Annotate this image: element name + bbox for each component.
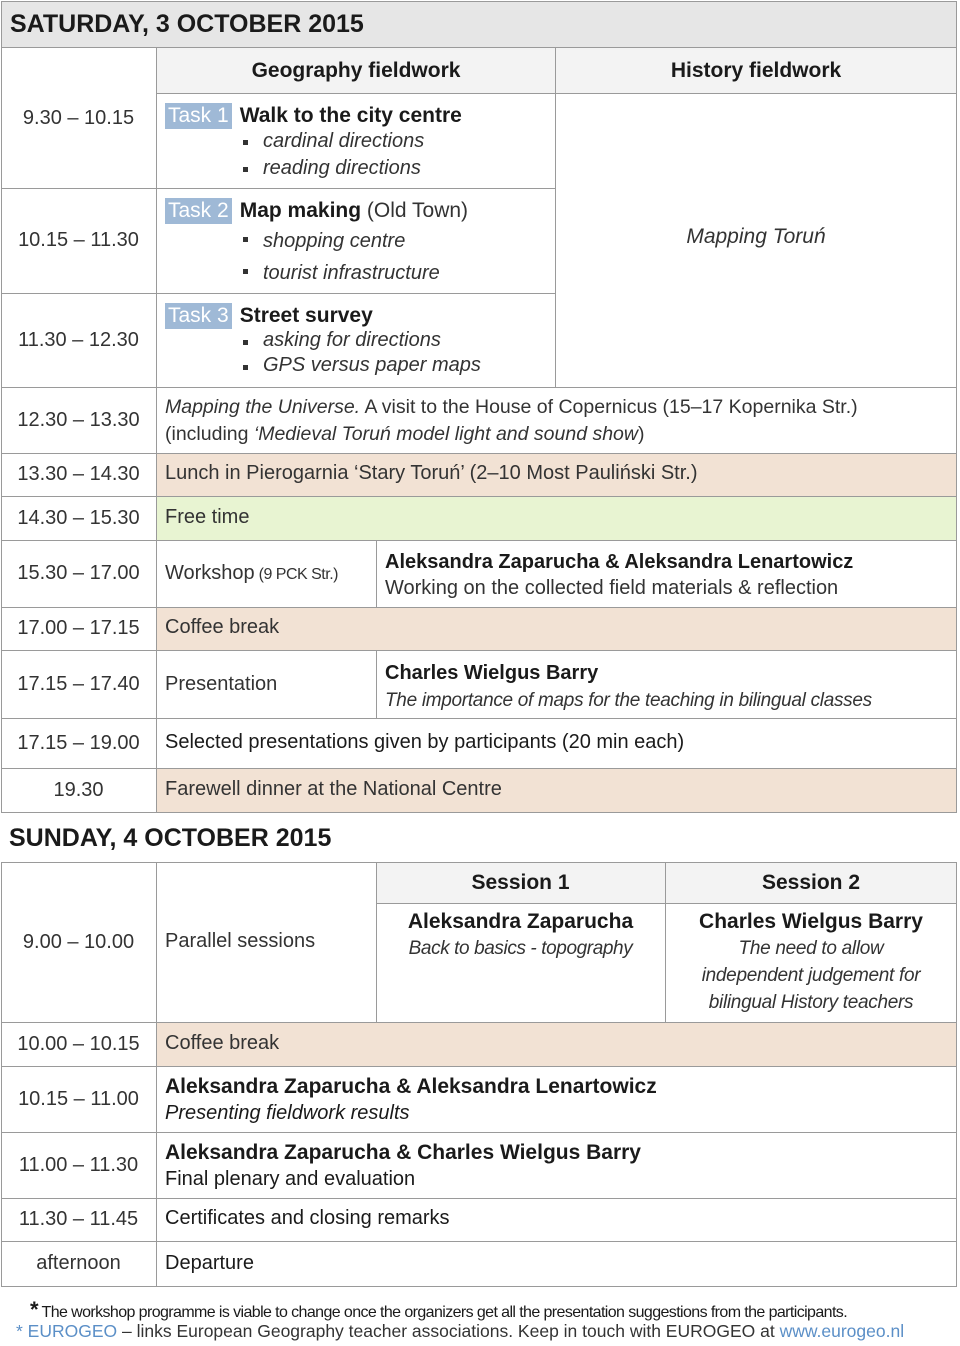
eurogeo-link[interactable]: www.eurogeo.nl [779,1321,905,1341]
session1-speaker: Aleksandra Zaparucha [407,910,634,933]
lunch-time: 13.30 – 14.30 [17,463,140,485]
task3-block [165,303,555,378]
plenary-speakers: Aleksandra Zaparucha & Charles Wielgus Barry [165,1141,641,1164]
certificates-text: Certificates and closing remarks [165,1207,450,1229]
workshop-time: 15.30 – 17.00 [17,562,140,584]
plenary-desc: Final plenary and evaluation [165,1168,416,1190]
universe-show: ‘Medieval Toruń model light and sound show [253,423,638,445]
history-fieldwork-header: History fieldwork [670,58,842,82]
workshop-place: (9 PCK Str.) [254,566,338,583]
task3-time: 11.30 – 12.30 [18,328,139,351]
eurogeo-text: – links European Geography teacher associations. Keep in touch with EUROGEO at [117,1321,780,1341]
presentation-label: Presentation [165,673,278,695]
results-speakers: Aleksandra Zaparucha & Aleksandra Lenartowicz [165,1075,657,1098]
sunday-title: SUNDAY, 4 OCTOBER 2015 [9,824,332,852]
session2-topic-line: The need to allow [738,938,884,959]
task2-bullet: tourist infrastructure [263,257,555,289]
eurogeo-label: * EUROGEO [16,1321,118,1341]
universe-title: Mapping the Universe. [165,396,361,418]
free-time-text: Free time [165,506,250,528]
task3-tag: Task 3 [165,303,232,329]
presentation-time: 17.15 – 17.40 [17,672,140,695]
free-time-time: 14.30 – 15.30 [17,506,140,529]
workshop-desc: Working on the collected field materials & reflection [385,577,839,599]
workshop-label: Workshop [165,562,255,584]
task3-title: Street survey [239,304,373,327]
saturday-title: SATURDAY, 3 OCTOBER 2015 [10,10,364,38]
departure-time: afternoon [36,1252,121,1274]
universe-including: (including [165,423,254,445]
workshop-details [385,549,955,601]
certificates-time: 11.30 – 11.45 [18,1208,139,1230]
task2-time: 10.15 – 11.30 [18,229,139,251]
plenary-details [165,1139,641,1193]
footer-note-text: The workshop programme is viable to change once the organizers get all the presentation suggestions from the participants. [37,1304,848,1321]
history-mapping-torun: Mapping Toruń [686,225,826,248]
selected-time: 17.15 – 19.00 [17,731,140,754]
task1-title: Walk to the city centre [239,104,462,127]
dinner-time: 19.30 [53,778,104,801]
parallel-label: Parallel sessions [165,930,316,952]
footer-note [30,1297,950,1323]
task3-bullet: asking for directions [263,328,555,353]
task1-bullet: cardinal directions [263,128,555,155]
session1-header: Session 1 [471,870,570,894]
presentation-desc: The importance of maps for the teaching in bilingual classes [385,690,872,711]
session2-header: Session 2 [761,870,861,894]
session1-details [376,908,665,962]
plenary-time: 11.00 – 11.30 [18,1153,139,1176]
task1-block [165,103,555,182]
universe-visit: A visit to the House of Copernicus (15–17 Kopernika Str.) [360,396,858,418]
sunday-heading [1,815,957,862]
task3-bullet: GPS versus paper maps [263,353,555,378]
task2-extra: (Old Town) [361,199,469,222]
parallel-time: 9.00 – 10.00 [22,930,135,953]
results-desc: Presenting fieldwork results [165,1102,410,1124]
universe-text [165,394,955,448]
task2-bullet: shopping centre [263,225,555,257]
universe-time: 12.30 – 13.30 [17,408,140,431]
coffee-time: 17.00 – 17.15 [17,617,140,639]
presentation-details [385,659,955,715]
results-time: 10.15 – 11.00 [18,1087,139,1110]
universe-close: ) [638,423,645,445]
departure-text: Departure [165,1252,254,1274]
sunday-coffee-text: Coffee break [165,1032,280,1054]
session2-topic-line: bilingual History teachers [708,992,914,1013]
task1-bullet: reading directions [263,155,555,182]
presentation-speaker: Charles Wielgus Barry [385,662,599,684]
geography-fieldwork-header: Geography fieldwork [251,58,461,82]
session2-speaker: Charles Wielgus Barry [699,910,923,933]
task1-tag: Task 1 [165,103,232,129]
sunday-coffee-time: 10.00 – 10.15 [17,1032,140,1055]
dinner-text: Farewell dinner at the National Centre [165,778,502,800]
free-time-row-bg [156,496,957,540]
lunch-text: Lunch in Pierogarnia ‘Stary Toruń’ (2–10 Most Pauliński Str.) [165,462,698,484]
task2-title: Map making [239,199,362,222]
session2-topic-line: independent judgement for [701,965,921,986]
selected-text: Selected presentations given by participants (20 min each) [165,731,685,753]
footer-star: * [30,1297,38,1322]
coffee-text: Coffee break [165,616,280,638]
task2-block [165,198,555,289]
saturday-heading [1,1,957,48]
workshop-speakers: Aleksandra Zaparucha & Aleksandra Lenartowicz [385,551,854,573]
footer-eurogeo [16,1321,951,1342]
task2-tag: Task 2 [165,198,232,224]
session1-topic: Back to basics - topography [408,938,633,959]
session2-details [666,908,956,1016]
task1-time: 9.30 – 10.15 [22,106,135,129]
results-details [165,1073,657,1127]
workshop-label-cell [165,562,338,585]
